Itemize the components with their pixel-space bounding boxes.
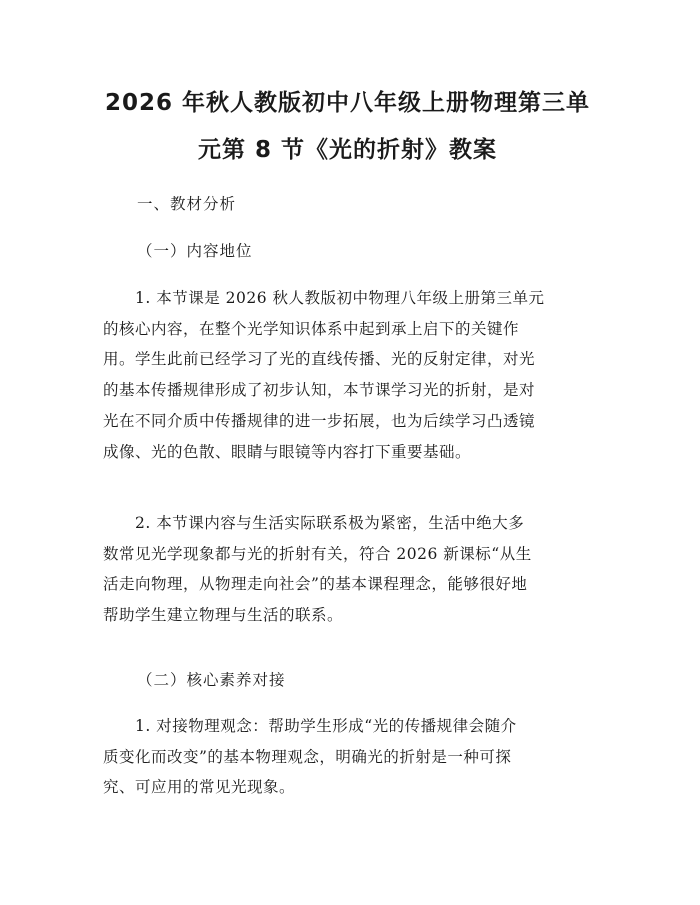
document-title-line-1: 2026 年秋人教版初中八年级上册物理第三单 bbox=[105, 90, 591, 116]
paragraph-line: 1. 本节课是 2026 秋人教版初中物理八年级上册第三单元 bbox=[103, 289, 545, 307]
document-title-line-2: 元第 8 节《光的折射》教案 bbox=[198, 137, 498, 163]
paragraph-line: 1. 对接物理观念：帮助学生形成“光的传播规律会随介 bbox=[103, 717, 517, 735]
subsection-heading-core-literacy: （二）核心素养对接 bbox=[137, 671, 286, 689]
paragraph-line: 质变化而改变”的基本物理观念，明确光的折射是一种可探 bbox=[103, 747, 512, 766]
paragraph-line: 究、可应用的常见光现象。 bbox=[103, 778, 296, 797]
paragraph-line: 2. 本节课内容与生活实际联系极为紧密，生活中绝大多 bbox=[103, 514, 525, 532]
paragraph-line: 的核心内容，在整个光学知识体系中起到承上启下的关键作 bbox=[103, 319, 520, 338]
paragraph-3 bbox=[103, 711, 603, 803]
paragraph-line: 活走向物理，从物理走向社会”的基本课程理念，能够很好地 bbox=[103, 575, 528, 594]
paragraph-line: 成像、光的色散、眼睛与眼镜等内容打下重要基础。 bbox=[103, 442, 472, 461]
paragraph-line: 用。学生此前已经学习了光的直线传播、光的反射定律，对光 bbox=[103, 350, 536, 369]
subsection-heading-content-position: （一）内容地位 bbox=[137, 242, 253, 260]
paragraph-2 bbox=[103, 508, 603, 631]
paragraph-1 bbox=[103, 283, 603, 467]
paragraph-line: 数常见光学现象都与光的折射有关，符合 2026 新课标“从生 bbox=[103, 544, 532, 563]
section-heading-textbook-analysis: 一、教材分析 bbox=[137, 195, 237, 213]
paragraph-line: 的基本传播规律形成了初步认知，本节课学习光的折射，是对 bbox=[103, 381, 536, 400]
paragraph-line: 光在不同介质中传播规律的进一步拓展，也为后续学习凸透镜 bbox=[103, 411, 536, 430]
paragraph-line: 帮助学生建立物理与生活的联系。 bbox=[103, 606, 344, 625]
